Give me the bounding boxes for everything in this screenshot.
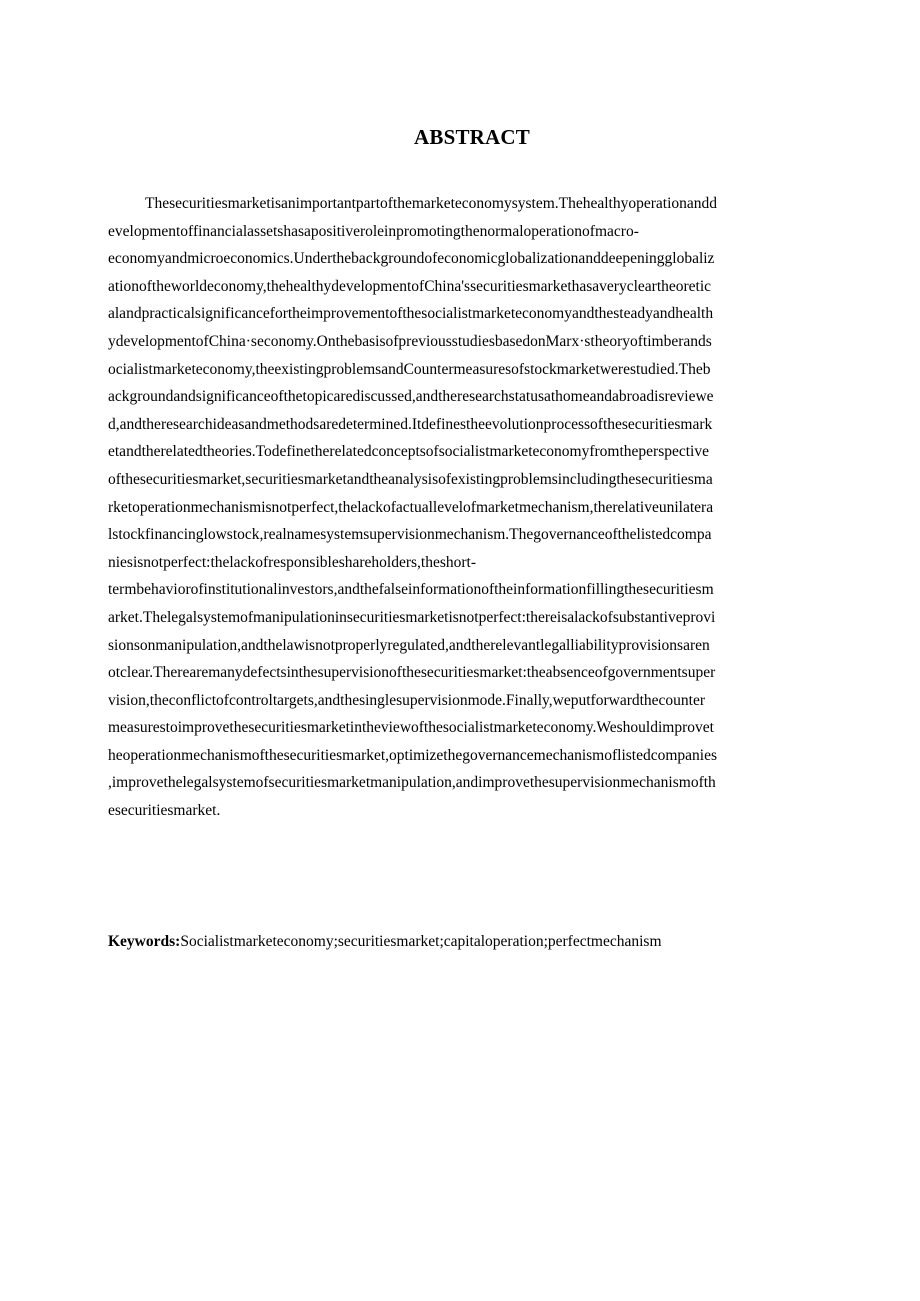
abstract-line: termbehaviorofinstitutionalinvestors,andthefalseinformationoftheinformationfillingthesecuritiesm: [108, 581, 714, 599]
abstract-line: ationoftheworldeconomy,thehealthydevelopmentofChina'ssecuritiesmarkethasaverycleartheoretic: [108, 277, 712, 295]
abstract-line: arket.Thelegalsystemofmanipulationinsecuritiesmarketisnotperfect:thereisalackofsubstantiveprovi: [108, 608, 716, 626]
abstract-title: ABSTRACT: [414, 125, 530, 149]
abstract-line: esecuritiesmarket.: [108, 802, 221, 820]
abstract-line: vision,theconflictofcontroltargets,andthesinglesupervisionmode.Finally,weputforwardthecounter: [108, 691, 706, 709]
abstract-line: etandtherelatedtheories.Todefinetherelatedconceptsofsocialistmarketeconomyfromtheperspective: [108, 443, 709, 461]
abstract-line: lstockfinancinglowstock,realnamesystemsupervisionmechanism.Thegovernanceofthelistedcompa: [108, 526, 712, 544]
abstract-line: rketoperationmechanismisnotperfect,thelackofactuallevelofmarketmechanism,therelativeunilatera: [108, 498, 714, 516]
keywords-label: Keywords:: [108, 933, 181, 950]
abstract-line: evelopmentoffinancialassetshasapositiveroleinpromotingthenormaloperationofmacro-: [108, 222, 639, 240]
abstract-line: otclear.Therearemanydefectsinthesupervisionofthesecuritiesmarket:theabsenceofgovernmentsuper: [108, 664, 716, 682]
abstract-line: Thesecuritiesmarketisanimportantpartofthemarketeconomysystem.Thehealthyoperationandd: [145, 195, 718, 212]
abstract-line: sionsonmanipulation,andthelawisnotproperlyregulated,andtherelevantlegalliabilityprovisionsaren: [108, 636, 710, 654]
abstract-line: ydevelopmentofChina·seconomy.OnthebasisofpreviousstudiesbasedonMarx·stheoryoftimberands: [108, 332, 712, 350]
abstract-line: niesisnotperfect:thelackofresponsibleshareholders,theshort-: [108, 553, 477, 571]
abstract-line: ofthesecuritiesmarket,securitiesmarketandtheanalysisofexistingproblemsincludingthesecuritiesma: [108, 470, 713, 488]
abstract-line: alandpracticalsignificancefortheimprovementofthesocialistmarketeconomyandthesteadyandhealth: [108, 305, 714, 323]
abstract-body: [108, 190, 838, 825]
abstract-line: d,andtheresearchideasandmethodsaredetermined.Itdefinestheevolutionprocessofthesecuritiesmark: [108, 415, 713, 433]
abstract-line: heoperationmechanismofthesecuritiesmarket,optimizethegovernancemechanismoflistedcompanies: [108, 746, 718, 764]
abstract-line: ,improvethelegalsystemofsecuritiesmarketmanipulation,andimprovethesupervisionmechanismofth: [108, 774, 716, 792]
abstract-line: measurestoimprovethesecuritiesmarketintheviewofthesocialistmarketeconomy.Weshouldimprovet: [108, 719, 714, 737]
keywords-line: [108, 928, 838, 956]
abstract-line: ackgroundandsignificanceofthetopicarediscussed,andtheresearchstatusathomeandabroadisreviewe: [108, 388, 714, 406]
abstract-line: ocialistmarketeconomy,theexistingproblemsandCountermeasuresofstockmarketwerestudied.Theb: [108, 360, 711, 378]
keywords-text: Socialistmarketeconomy;securitiesmarket;capitaloperation;perfectmechanism: [180, 933, 662, 950]
abstract-line: economyandmicroeconomics.Underthebackgroundofeconomicglobalizationanddeepeningglobaliz: [108, 250, 715, 268]
